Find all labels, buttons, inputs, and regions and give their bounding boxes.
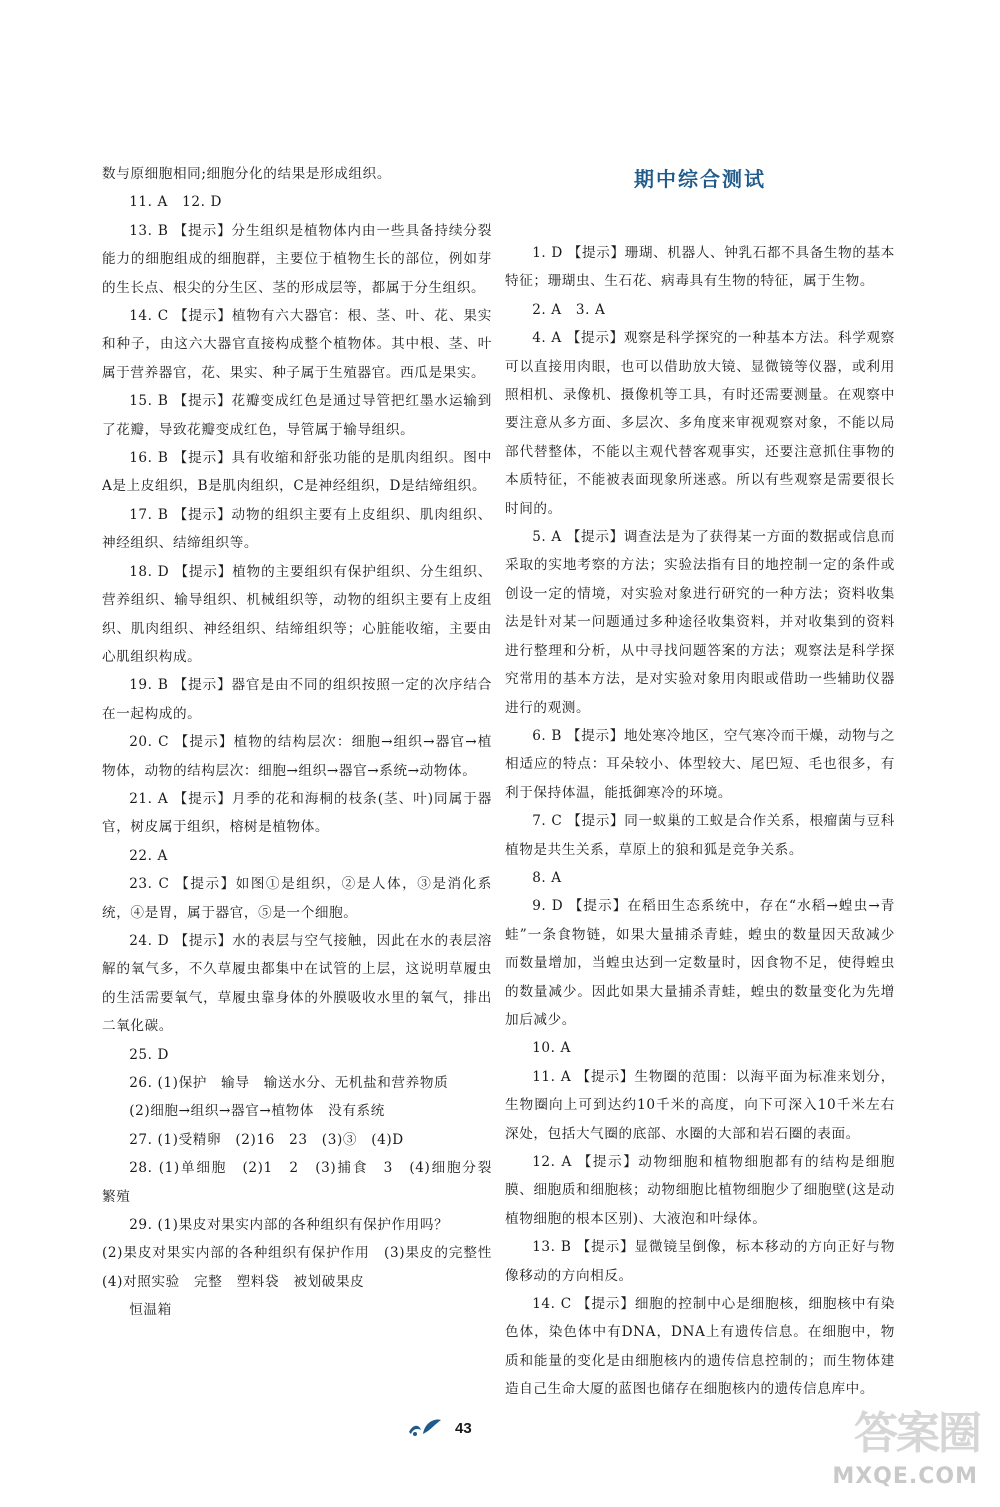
paragraph: 10. A [532, 1040, 571, 1057]
paragraph: 16. B 【提示】具有收缩和舒张功能的是肌肉组织。图中A是上皮组织，B是肌肉组织，C是神经组织，D是结缔组织。 [102, 450, 492, 495]
paragraph: 12. A 【提示】动物细胞和植物细胞都有的结构是细胞膜、细胞质和细胞核；动物细胞比植物细胞少了细胞壁(这是动植物细胞的根本区别)、大液泡和叶绿体。 [505, 1154, 895, 1227]
paragraph: 14. C 【提示】细胞的控制中心是细胞核，细胞核中有染色体，染色体中有DNA，DNA上有遗传信息。在细胞中，物质和能量的变化是由细胞核内的遗传信息控制的；而生物体建造自己生命大厦的蓝图也储存在细胞核内的遗传信息库中。 [505, 1296, 895, 1398]
paragraph: 22. A [129, 847, 168, 864]
paragraph: 23. C 【提示】如图①是组织，②是人体，③是消化系统，④是胃，属于器官，⑤是一个细胞。 [102, 876, 492, 921]
leaf-ornament-icon [405, 1414, 445, 1444]
paragraph: 18. D 【提示】植物的主要组织有保护组织、分生组织、营养组织、输导组织、机械组织等，动物的组织主要有上皮组织、肌肉组织、神经组织、结缔组织等；心脏能收缩，主要由心肌组织构成。 [102, 563, 492, 665]
paragraph: 15. B 【提示】花瓣变成红色是通过导管把红墨水运输到了花瓣，导致花瓣变成红色，导管属于输导组织。 [102, 393, 492, 438]
page-number: 43 [455, 1420, 472, 1437]
paragraph: 5. A 【提示】调查法是为了获得某一方面的数据或信息而采取的实地考察的方法；实验法指有目的地控制一定的条件或创设一定的情境，对实验对象进行研究的一种方法；资料收集法是针对某一问题通过多种途径收集资料，并对收集到的资料进行整理和分析，从中寻找问题答案的方法；观察法是科学探究常用的基本方法，是对实验对象用肉眼或借助一些辅助仪器进行的观测。 [505, 529, 895, 716]
paragraph: 7. C 【提示】同一蚁巢的工蚁是合作关系，根瘤菌与豆科植物是共生关系，草原上的狼和狐是竞争关系。 [505, 813, 895, 858]
paragraph: 25. D [129, 1046, 170, 1063]
paragraph: 13. B 【提示】显微镜呈倒像，标本移动的方向正好与物像移动的方向相反。 [505, 1239, 895, 1284]
paragraph: 11. A 【提示】生物圈的范围：以海平面为标准来划分，生物圈向上可到达约10千米的高度，向下可深入10千米左右深处，包括大气圈的底部、水圈的大部和岩石圈的表面。 [505, 1068, 895, 1142]
paragraph: (2)细胞→组织→器官→植物体 没有系统 [129, 1103, 385, 1120]
paragraph: 17. B 【提示】动物的组织主要有上皮组织、肌肉组织、神经组织、结缔组织等。 [102, 506, 492, 552]
paragraph: 数与原细胞相同;细胞分化的结果是形成组织。 [102, 166, 392, 182]
paragraph: 2. A 3. A [532, 301, 606, 318]
paragraph: 19. B 【提示】器官是由不同的组织按照一定的次序结合在一起构成的。 [102, 677, 492, 722]
watermark-glyphs: 答案圈 [854, 1408, 980, 1459]
watermark-logo [812, 1409, 992, 1499]
paragraph: 6. B 【提示】地处寒冷地区，空气寒冷而干燥，动物与之相适应的特点：耳朵较小、体型较大、尾巴短、毛也很多，有利于保持体温，能抵御寒冷的环境。 [505, 727, 895, 801]
paragraph: 21. A 【提示】月季的花和海桐的枝条(茎、叶)同属于器官，树皮属于组织，榕树是植物体。 [102, 790, 492, 836]
paragraph: 4. A 【提示】观察是科学探究的一种基本方法。科学观察可以直接用肉眼，也可以借助放大镜、显微镜等仪器，或利用照相机、录像机、摄像机等工具，有时还需要测量。在观察中要注意从多方面、多层次、多角度来审视观察对象，不能以局部代替整体，不能以主观代替客观事实，还要注意抓住事物的本质特征，不能被表面现象所迷惑。所以有些观察是需要很长时间的。 [505, 330, 895, 517]
paragraph: 13. B 【提示】分生组织是植物体内由一些具备持续分裂能力的细胞组成的细胞群，主要位于植物生长的部位，例如芽的生长点、根尖的分生区、茎的形成层等，都属于分生组织。 [102, 222, 492, 296]
paragraph: 26. (1)保护 输导 输送水分、无机盐和营养物质 [129, 1075, 449, 1091]
paragraph: 24. D 【提示】水的表层与空气接触，因此在水的表层溶解的氧气多，不久草履虫都集中在试管的上层，这说明草履虫的生活需要氧气，草履虫靠身体的外膜吸收水里的氧气，排出二氧化碳。 [102, 932, 492, 1035]
paragraph: 8. A [532, 869, 562, 886]
right-column [505, 165, 895, 1404]
paragraph: 11. A 12. D [129, 194, 222, 211]
paragraph: 20. C 【提示】植物的结构层次：细胞→组织→器官→植物体，动物的结构层次：细胞→组织→器官→系统→动物体。 [102, 734, 492, 779]
watermark-text: MXQE.COM [832, 1464, 978, 1489]
left-column [102, 160, 507, 1325]
section-title: 期中综合测试 [634, 167, 766, 191]
paragraph: 28. (1)单细胞 (2)1 2 (3)捕食 3 (4)细胞分裂 繁殖 [102, 1160, 507, 1205]
paragraph: 29. (1)果皮对果实内部的各种组织有保护作用吗？ [129, 1217, 449, 1234]
paragraph: 恒温箱 [129, 1302, 172, 1319]
paragraph: (2)果皮对果实内部的各种组织有保护作用 (3)果皮的完整性 (4)对照实验 完整 塑料袋 被划破果皮 [102, 1245, 507, 1290]
paragraph: 9. D 【提示】在稻田生态系统中，存在“水稻→蝗虫→青蛙”一条食物链，如果大量捕杀青蛙，蝗虫的数量因天敌减少而数量增加，当蝗虫达到一定数量时，因食物不足，使得蝗虫的数量减少。因此如果大量捕杀青蛙，蝗虫的数量变化为先增加后减少。 [505, 898, 895, 1028]
paragraph: 1. D 【提示】珊瑚、机器人、钟乳石都不具备生物的基本特征；珊瑚虫、生石花、病毒具有生物的特征，属于生物。 [505, 245, 895, 290]
paragraph: 27. (1)受精卵 (2)16 23 (3)③ (4)D [129, 1131, 404, 1148]
paragraph: 14. C 【提示】植物有六大器官：根、茎、叶、花、果实和种子，由这六大器官直接构成整个植物体。其中根、茎、叶属于营养器官，花、果实、种子属于生殖器官。西瓜是果实。 [102, 308, 492, 381]
